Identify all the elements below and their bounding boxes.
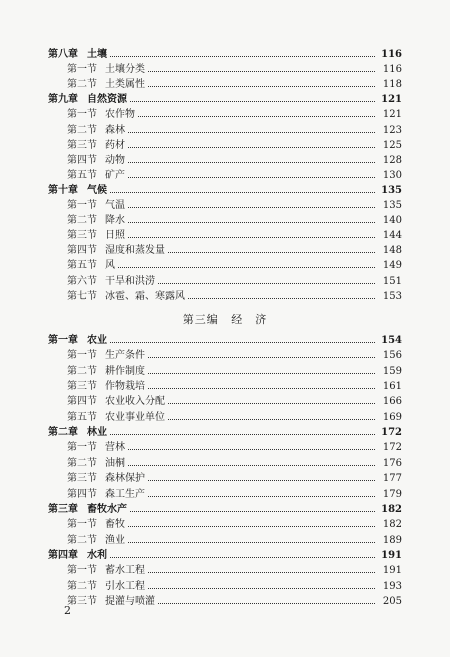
dot-leader [128,162,375,164]
section-label: 第四节 [67,396,97,408]
toc-chapter-row[interactable] [0,548,450,563]
page-ref: 121 [381,94,402,106]
section-title: 引水工程 [105,580,145,592]
toc-section-row[interactable] [0,123,450,138]
page-ref: 172 [381,427,402,439]
toc-section-row[interactable] [0,533,450,548]
section-label: 第五节 [67,169,97,181]
section-label: 第二节 [67,79,97,91]
section-title: 土类属性 [105,79,145,91]
page-ref: 125 [382,139,402,151]
section-label: 第三节 [67,595,97,607]
section-label: 第五节 [67,260,97,272]
toc-section-row[interactable] [0,213,450,228]
section-title: 气温 [105,200,125,211]
section-title: 渔业 [105,534,125,546]
page-ref: 191 [382,565,402,577]
page-ref: 149 [382,260,402,272]
dot-leader [118,267,375,269]
section-label: 第七节 [67,290,97,302]
part-title: 经 济 [231,313,268,326]
dot-leader [110,557,375,559]
toc-section-row[interactable] [0,274,450,289]
page-ref: 205 [382,595,402,607]
chapter-label: 第九章 [48,94,78,106]
toc-section-row[interactable] [0,456,450,471]
dot-leader [168,403,375,405]
toc-section-row[interactable] [0,394,450,409]
dot-leader [138,116,375,118]
dot-leader [110,434,375,436]
section-title: 作物栽培 [105,381,145,393]
page-ref: 156 [382,350,402,362]
section-label: 第四节 [67,245,97,257]
page-ref: 116 [381,49,402,60]
dot-leader [168,252,375,254]
dot-leader [110,342,375,344]
dot-leader [148,373,375,375]
dot-leader [188,298,375,300]
section-label: 第三节 [67,381,97,393]
toc-section-row[interactable] [0,243,450,258]
chapter-label: 第一章 [48,335,78,346]
section-title: 森工生产 [105,488,145,500]
toc-section-row[interactable] [0,289,450,304]
section-title: 矿产 [105,169,125,181]
dot-leader [128,147,375,149]
toc-section-row[interactable] [0,77,450,92]
section-title: 耕作制度 [105,365,145,377]
chapter-title: 气候 [87,184,107,196]
page-ref: 166 [382,396,402,408]
dot-leader [168,419,375,421]
page-ref: 135 [382,200,402,211]
dot-leader [128,222,375,224]
page-ref: 118 [382,79,402,91]
dot-leader [148,572,375,574]
page-ref: 144 [382,230,402,242]
toc-section-row[interactable] [0,364,450,379]
dot-leader [148,357,375,359]
dot-leader [158,603,375,605]
dot-leader [128,465,375,467]
section-label: 第二节 [67,365,97,377]
section-label: 第二节 [67,534,97,546]
chapter-title: 土壤 [87,49,107,60]
toc-section-row[interactable] [0,198,450,213]
section-title: 干旱和洪涝 [105,275,155,287]
toc-section-row[interactable] [0,228,450,243]
section-title: 森林 [105,124,125,136]
chapter-label: 第四章 [48,549,78,561]
section-title: 药材 [105,139,125,151]
section-label: 第五节 [67,411,97,423]
page-ref: 148 [382,245,402,257]
page-ref: 151 [382,275,402,287]
section-title: 蓄水工程 [105,565,145,577]
toc-section-row[interactable] [0,579,450,594]
page-ref: 189 [382,534,402,546]
chapter-title: 农业 [87,335,107,346]
dot-leader [148,388,375,390]
toc-section-row[interactable] [0,410,450,425]
section-label: 第一节 [67,64,97,76]
section-label: 第二节 [67,580,97,592]
toc-section-row[interactable] [0,440,450,455]
toc-section-row[interactable] [0,563,450,578]
chapter-title: 水利 [87,549,107,561]
page-ref: 116 [382,64,402,76]
dot-leader [148,86,375,88]
chapter-label: 第十章 [48,184,78,196]
section-title: 提灌与喷灌 [105,595,155,607]
page-ref: 135 [381,184,402,196]
toc-chapter-row[interactable] [0,47,450,62]
toc-section-row[interactable] [0,379,450,394]
dot-leader [128,177,375,179]
dot-leader [128,542,375,544]
toc-section-row[interactable] [0,258,450,273]
page-ref: 182 [382,519,402,531]
toc-section-row[interactable] [0,487,450,502]
page-ref: 130 [382,169,402,181]
chapter-title: 自然资源 [87,94,127,106]
section-title: 降水 [105,215,125,227]
section-label: 第一节 [67,109,97,121]
part-heading [0,311,450,327]
section-title: 农作物 [105,109,135,121]
chapter-label: 第三章 [48,503,78,515]
page-ref: 172 [382,442,402,454]
section-title: 农业事业单位 [105,411,165,423]
page-ref: 169 [382,411,402,423]
toc-section-row[interactable] [0,168,450,183]
section-title: 畜牧 [105,519,125,531]
chapter-title: 畜牧水产 [87,503,127,515]
section-label: 第一节 [67,350,97,362]
section-label: 第一节 [67,200,97,211]
section-label: 第六节 [67,275,97,287]
toc-section-row[interactable] [0,62,450,77]
toc-chapter-row[interactable] [0,92,450,107]
page-ref: 177 [382,473,402,485]
page-ref: 182 [381,503,402,515]
page-ref: 153 [382,290,402,302]
page-ref: 140 [382,215,402,227]
toc-section-row[interactable] [0,348,450,363]
toc-chapter-row[interactable] [0,183,450,198]
section-label: 第二节 [67,124,97,136]
section-label: 第一节 [67,442,97,454]
section-title: 湿度和蒸发量 [105,245,165,257]
section-label: 第三节 [67,139,97,151]
dot-leader [148,496,375,498]
section-title: 日照 [105,230,125,242]
section-title: 营林 [105,442,125,454]
page-ref: 128 [382,154,402,166]
chapter-label: 第八章 [48,49,78,60]
dot-leader [128,237,375,239]
chapter-title: 林业 [87,427,107,439]
chapter-label: 第二章 [48,427,78,439]
toc-section-row[interactable] [0,517,450,532]
section-title: 动物 [105,154,125,166]
section-label: 第三节 [67,473,97,485]
dot-leader [148,71,375,73]
toc-section-row[interactable] [0,471,450,486]
toc-section-row[interactable] [0,153,450,168]
toc-section-row[interactable] [0,107,450,122]
section-title: 土壤分类 [105,64,145,76]
dot-leader [130,101,375,103]
dot-leader [110,56,375,58]
dot-leader [128,526,375,528]
page-ref: 159 [382,365,402,377]
dot-leader [128,449,375,451]
section-label: 第四节 [67,154,97,166]
page-ref: 123 [382,124,402,136]
section-title: 油桐 [105,457,125,469]
page-number: 2 [64,604,71,617]
section-label: 第二节 [67,457,97,469]
page-ref: 176 [382,457,402,469]
section-title: 风 [105,260,115,272]
toc-chapter-row[interactable] [0,333,450,348]
page-ref: 193 [382,580,402,592]
section-title: 冰雹、霜、寒露风 [105,290,185,302]
section-label: 第三节 [67,230,97,242]
dot-leader [110,192,375,194]
dot-leader [148,588,375,590]
toc-section-row[interactable] [0,138,450,153]
section-label: 第二节 [67,215,97,227]
toc-chapter-row[interactable] [0,502,450,517]
dot-leader [158,283,375,285]
page-ref: 121 [382,109,402,121]
part-label: 第三编 [182,313,219,326]
section-label: 第一节 [67,519,97,531]
section-title: 农业收入分配 [105,396,165,408]
page-ref: 191 [381,549,402,561]
section-label: 第四节 [67,488,97,500]
section-title: 森林保护 [105,473,145,485]
page-ref: 161 [382,381,402,393]
section-label: 第一节 [67,565,97,577]
dot-leader [130,511,375,513]
dot-leader [148,480,375,482]
page-ref: 154 [381,335,402,346]
page-ref: 179 [382,488,402,500]
dot-leader [128,207,375,209]
section-title: 生产条件 [105,350,145,362]
toc-chapter-row[interactable] [0,425,450,440]
dot-leader [128,132,375,134]
